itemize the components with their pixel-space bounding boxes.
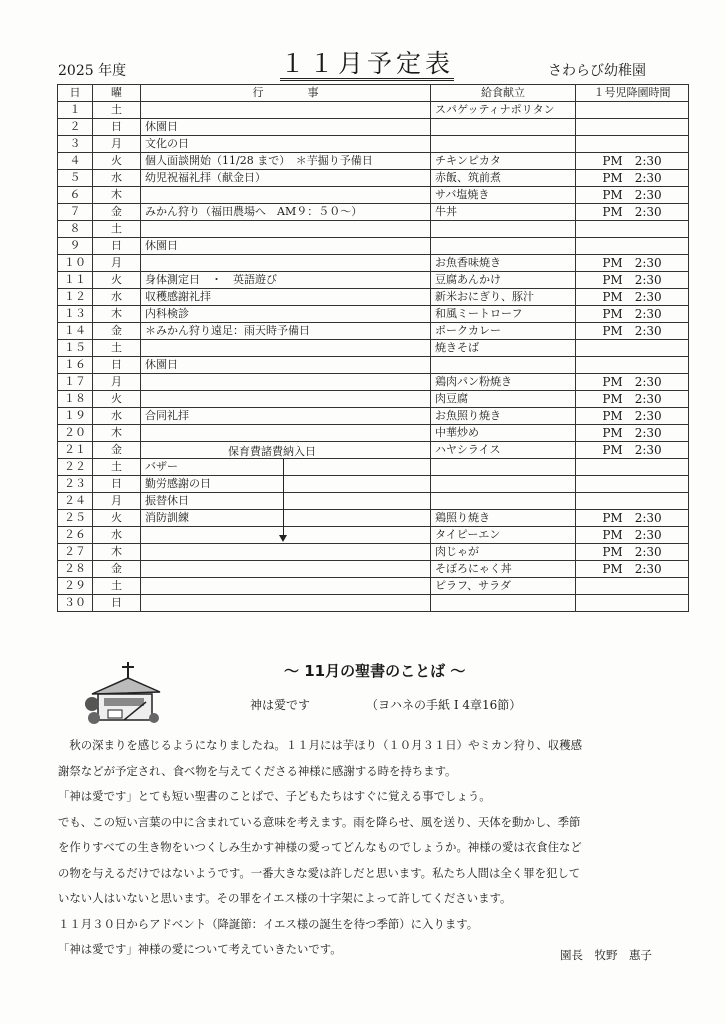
table-row <box>58 340 689 357</box>
event-cell <box>141 102 431 119</box>
day-cell: １８ <box>58 391 93 408</box>
event-cell: みかん狩り（福田農場へ AM９：５０～） <box>141 204 431 221</box>
event-cell: 休園日 <box>141 357 431 374</box>
lunch-cell: 中華炒め <box>431 425 576 442</box>
table-row <box>58 459 689 476</box>
lunch-cell: 赤飯、筑前煮 <box>431 170 576 187</box>
event-cell <box>141 425 431 442</box>
lunch-cell: タイピーエン <box>431 527 576 544</box>
day-cell: １６ <box>58 357 93 374</box>
day-cell: ７ <box>58 204 93 221</box>
pickup-time-cell: PM 2:30 <box>576 306 689 323</box>
table-row <box>58 595 689 612</box>
message-line: の物を与えるだけではないようです。一番大きな愛は許しだと思います。私たち人間は全く罪を犯して <box>58 865 581 880</box>
day-cell: １２ <box>58 289 93 306</box>
weekday-cell: 木 <box>93 187 141 204</box>
lunch-cell: スパゲッティナポリタン <box>431 102 576 119</box>
table-row <box>58 204 689 221</box>
table-row <box>58 578 689 595</box>
day-cell: １９ <box>58 408 93 425</box>
lunch-cell: 新米おにぎり、豚汁 <box>431 289 576 306</box>
table-row <box>58 425 689 442</box>
day-cell: ６ <box>58 187 93 204</box>
table-row <box>58 238 689 255</box>
pickup-time-cell <box>576 238 689 255</box>
table-row <box>58 153 689 170</box>
weekday-cell: 火 <box>93 153 141 170</box>
lunch-cell: ピラフ、サラダ <box>431 578 576 595</box>
lunch-cell <box>431 459 576 476</box>
page-title: １１月予定表 <box>280 50 454 81</box>
lunch-cell: 和風ミートローフ <box>431 306 576 323</box>
event-cell: 個人面談開始（11/28 まで） ＊芋掘り予備日 <box>141 153 431 170</box>
weekday-cell: 土 <box>93 459 141 476</box>
col-header-lunch: 給食献立 <box>431 85 576 102</box>
table-row <box>58 493 689 510</box>
weekday-cell: 木 <box>93 306 141 323</box>
table-row <box>58 408 689 425</box>
event-cell: 合同礼拝 <box>141 408 431 425</box>
day-cell: ３０ <box>58 595 93 612</box>
day-cell: ２２ <box>58 459 93 476</box>
weekday-cell: 日 <box>93 595 141 612</box>
bible-reference: （ヨハネの手紙 Ⅰ 4章16節） <box>366 698 522 712</box>
pickup-time-cell <box>576 136 689 153</box>
day-cell: ２９ <box>58 578 93 595</box>
event-cell <box>141 578 431 595</box>
event-cell <box>141 340 431 357</box>
day-cell: ２５ <box>58 510 93 527</box>
pickup-time-cell: PM 2:30 <box>576 510 689 527</box>
day-cell: １０ <box>58 255 93 272</box>
pickup-time-cell <box>576 476 689 493</box>
table-row <box>58 527 689 544</box>
day-cell: １ <box>58 102 93 119</box>
lunch-cell <box>431 221 576 238</box>
day-cell: ２３ <box>58 476 93 493</box>
table-row <box>58 136 689 153</box>
lunch-cell: お魚照り焼き <box>431 408 576 425</box>
table-row <box>58 510 689 527</box>
weekday-cell: 土 <box>93 340 141 357</box>
message-line: 「神は愛です」とても短い聖書のことばで、子どもたちはすぐに覚える事でしょう。 <box>58 789 491 803</box>
weekday-cell: 金 <box>93 204 141 221</box>
period-arrow-line <box>283 459 284 537</box>
lunch-cell <box>431 493 576 510</box>
message-line: 「神は愛です」神様の愛について考えていきたいです。 <box>58 942 342 956</box>
table-header-row <box>58 85 689 102</box>
weekday-cell: 火 <box>93 272 141 289</box>
weekday-cell: 月 <box>93 493 141 510</box>
pickup-time-cell: PM 2:30 <box>576 204 689 221</box>
bible-section-title: ～ 11月の聖書のことば ～ <box>284 662 466 680</box>
day-cell: ２６ <box>58 527 93 544</box>
event-cell: 消防訓練 <box>141 510 431 527</box>
event-cell: 内科検診 <box>141 306 431 323</box>
arrow-down-icon <box>279 535 287 542</box>
event-cell <box>141 544 431 561</box>
table-row <box>58 442 689 459</box>
day-cell: ５ <box>58 170 93 187</box>
weekday-cell: 火 <box>93 391 141 408</box>
day-cell: １５ <box>58 340 93 357</box>
pickup-time-cell: PM 2:30 <box>576 272 689 289</box>
lunch-cell: 肉じゃが <box>431 544 576 561</box>
pickup-time-cell: PM 2:30 <box>576 391 689 408</box>
pickup-time-cell: PM 2:30 <box>576 408 689 425</box>
principal-signature: 園長 牧野 惠子 <box>560 948 652 962</box>
weekday-cell: 木 <box>93 544 141 561</box>
pickup-time-cell: PM 2:30 <box>576 170 689 187</box>
message-line: 謝祭などが予定され、食べ物を与えてくださる神様に感謝する時を持ちます。 <box>58 763 457 778</box>
weekday-cell: 日 <box>93 476 141 493</box>
pickup-time-cell <box>576 340 689 357</box>
lunch-cell: ハヤシライス <box>431 442 576 459</box>
lunch-cell <box>431 476 576 493</box>
weekday-cell: 金 <box>93 323 141 340</box>
pickup-time-cell <box>576 119 689 136</box>
pickup-time-cell: PM 2:30 <box>576 323 689 340</box>
table-row <box>58 102 689 119</box>
message-line: でも、この短い言葉の中に含まれている意味を考えます。雨を降らせ、風を送り、天体を動かし、季節 <box>58 814 581 829</box>
weekday-cell: 水 <box>93 527 141 544</box>
lunch-cell: チキンピカタ <box>431 153 576 170</box>
event-cell: 文化の日 <box>141 136 431 153</box>
table-row <box>58 374 689 391</box>
pickup-time-cell: PM 2:30 <box>576 374 689 391</box>
day-cell: ２４ <box>58 493 93 510</box>
table-row <box>58 187 689 204</box>
pickup-time-cell: PM 2:30 <box>576 289 689 306</box>
weekday-cell: 金 <box>93 442 141 459</box>
pickup-time-cell <box>576 357 689 374</box>
table-row <box>58 306 689 323</box>
event-cell: 身体測定日 ・ 英語遊び <box>141 272 431 289</box>
pickup-time-cell: PM 2:30 <box>576 442 689 459</box>
weekday-cell: 月 <box>93 255 141 272</box>
bible-verse: 神は愛です <box>250 698 311 712</box>
weekday-cell: 水 <box>93 289 141 306</box>
pickup-time-cell <box>576 595 689 612</box>
weekday-cell: 木 <box>93 425 141 442</box>
table-row <box>58 391 689 408</box>
table-row <box>58 323 689 340</box>
event-cell <box>141 221 431 238</box>
day-cell: ９ <box>58 238 93 255</box>
weekday-cell: 月 <box>93 374 141 391</box>
event-cell <box>141 374 431 391</box>
weekday-cell: 日 <box>93 119 141 136</box>
event-cell: 振替休日 <box>141 493 431 510</box>
day-cell: ２８ <box>58 561 93 578</box>
pickup-time-cell: PM 2:30 <box>576 544 689 561</box>
lunch-cell <box>431 238 576 255</box>
day-cell: １３ <box>58 306 93 323</box>
pickup-time-cell <box>576 493 689 510</box>
event-cell <box>141 255 431 272</box>
event-cell <box>141 595 431 612</box>
day-cell: ２ <box>58 119 93 136</box>
event-cell: バザー <box>141 459 431 476</box>
table-row <box>58 221 689 238</box>
weekday-cell: 土 <box>93 102 141 119</box>
table-row <box>58 255 689 272</box>
lunch-cell <box>431 136 576 153</box>
lunch-cell: そぼろにゃく丼 <box>431 561 576 578</box>
lunch-cell: 豆腐あんかけ <box>431 272 576 289</box>
lunch-cell: 肉豆腐 <box>431 391 576 408</box>
weekday-cell: 水 <box>93 408 141 425</box>
lunch-cell: お魚香味焼き <box>431 255 576 272</box>
col-header-weekday: 曜 <box>93 85 141 102</box>
event-cell: ＊みかん狩り遠足：雨天時予備日 <box>141 323 431 340</box>
event-cell: 幼児祝福礼拝（献金日） <box>141 170 431 187</box>
event-cell <box>141 391 431 408</box>
day-cell: ８ <box>58 221 93 238</box>
table-row <box>58 272 689 289</box>
message-line: を作りすべての生き物をいつくしみ生かす神様の愛ってどんなものでしょうか。神様の愛は衣食住など <box>58 840 582 854</box>
lunch-cell <box>431 595 576 612</box>
weekday-cell: 土 <box>93 221 141 238</box>
schedule-table <box>57 84 689 612</box>
school-name: さわらび幼稚園 <box>548 63 646 79</box>
weekday-cell: 火 <box>93 510 141 527</box>
table-row <box>58 544 689 561</box>
day-cell: １１ <box>58 272 93 289</box>
table-row <box>58 289 689 306</box>
table-row <box>58 119 689 136</box>
day-cell: ４ <box>58 153 93 170</box>
event-cell <box>141 561 431 578</box>
table-row <box>58 170 689 187</box>
day-cell: １７ <box>58 374 93 391</box>
lunch-cell <box>431 357 576 374</box>
weekday-cell: 金 <box>93 561 141 578</box>
pickup-time-cell: PM 2:30 <box>576 561 689 578</box>
pickup-time-cell: PM 2:30 <box>576 527 689 544</box>
table-row <box>58 476 689 493</box>
event-cell <box>141 187 431 204</box>
event-cell: 収穫感謝礼拝 <box>141 289 431 306</box>
lunch-cell: 鶏肉パン粉焼き <box>431 374 576 391</box>
fee-payment-note: 保育費諸費納入日 <box>228 445 316 458</box>
event-cell: 勤労感謝の日 <box>141 476 431 493</box>
church-illustration-icon <box>84 660 164 726</box>
pickup-time-cell: PM 2:30 <box>576 153 689 170</box>
pickup-time-cell <box>576 578 689 595</box>
day-cell: ２１ <box>58 442 93 459</box>
message-line: 秋の深まりを感じるようになりましたね。１１月には芋ほり（１０月３１日）やミカン狩り、収穫感 <box>58 738 582 752</box>
message-line: １１月３０日からアドベント（降誕節：イエス様の誕生を待つ季節）に入ります。 <box>58 916 479 931</box>
day-cell: ３ <box>58 136 93 153</box>
pickup-time-cell <box>576 459 689 476</box>
lunch-cell: サバ塩焼き <box>431 187 576 204</box>
weekday-cell: 土 <box>93 578 141 595</box>
fiscal-year: 2025 年度 <box>58 63 127 79</box>
col-header-pickup-time: １号児降園時間 <box>576 85 689 102</box>
pickup-time-cell: PM 2:30 <box>576 187 689 204</box>
lunch-cell: ポークカレー <box>431 323 576 340</box>
weekday-cell: 水 <box>93 170 141 187</box>
principal-message <box>58 733 698 963</box>
day-cell: ２０ <box>58 425 93 442</box>
col-header-event: 行 事 <box>141 85 431 102</box>
table-row <box>58 357 689 374</box>
lunch-cell <box>431 119 576 136</box>
weekday-cell: 日 <box>93 238 141 255</box>
lunch-cell: 牛丼 <box>431 204 576 221</box>
event-cell: 休園日 <box>141 119 431 136</box>
event-cell: 休園日 <box>141 238 431 255</box>
pickup-time-cell: PM 2:30 <box>576 425 689 442</box>
day-cell: １４ <box>58 323 93 340</box>
pickup-time-cell <box>576 102 689 119</box>
message-line: いない人はいないと思います。その罪をイエス様の十字架によって許してくださいます。 <box>58 891 512 905</box>
day-cell: ２７ <box>58 544 93 561</box>
table-row <box>58 561 689 578</box>
weekday-cell: 日 <box>93 357 141 374</box>
col-header-day: 日 <box>58 85 93 102</box>
pickup-time-cell <box>576 221 689 238</box>
lunch-cell: 焼きそば <box>431 340 576 357</box>
weekday-cell: 月 <box>93 136 141 153</box>
lunch-cell: 鶏照り焼き <box>431 510 576 527</box>
pickup-time-cell: PM 2:30 <box>576 255 689 272</box>
